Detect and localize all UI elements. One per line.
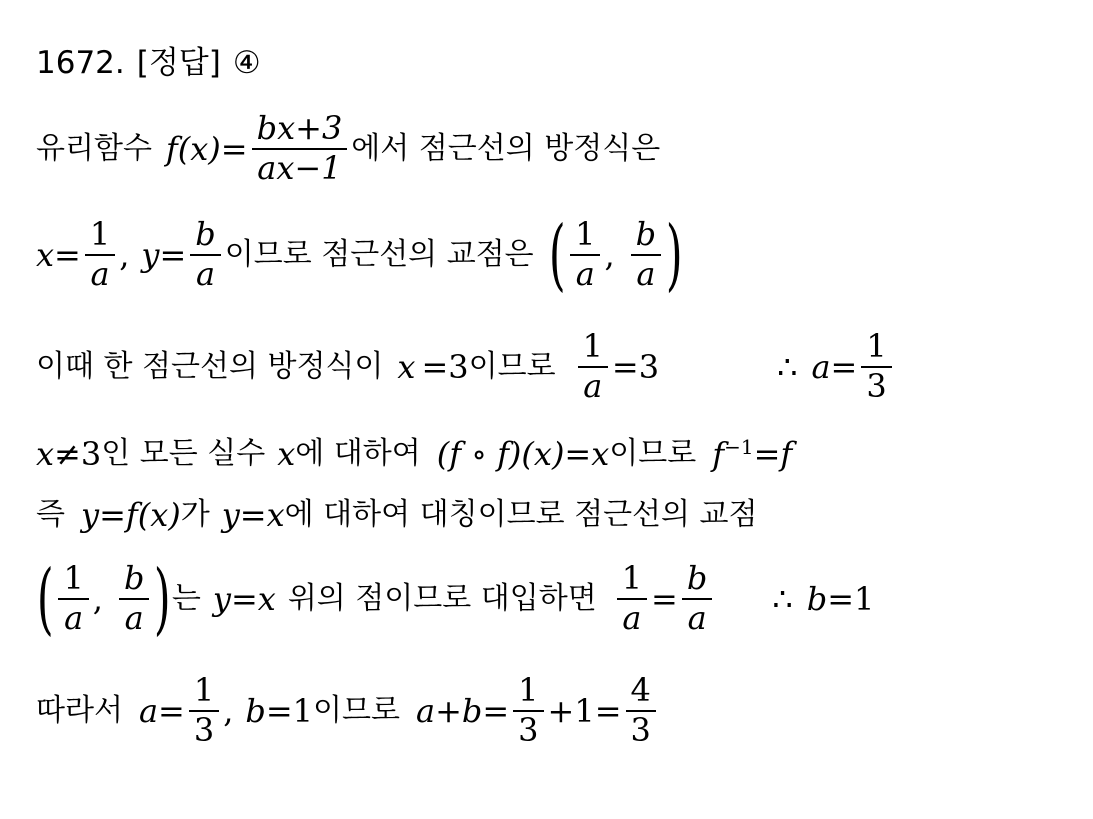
denominator: a <box>64 599 84 637</box>
right-paren: ) <box>665 210 683 300</box>
denominator: 3 <box>866 366 887 405</box>
var-y: y <box>212 580 231 618</box>
var-x: x <box>397 347 416 386</box>
denominator: 3 <box>518 710 539 749</box>
equals-sign: = <box>220 129 248 168</box>
denominator: a <box>124 599 144 637</box>
fraction <box>617 560 647 637</box>
inverse-exponent: −1 <box>724 435 754 459</box>
text: 이때 한 점근선의 방정식이 <box>36 348 384 384</box>
problem-number: 1672. <box>36 45 125 81</box>
number: 3 <box>80 434 102 473</box>
text: 위의 점이므로 대입하면 <box>287 581 597 616</box>
fraction <box>626 672 656 749</box>
var-x: x <box>277 434 296 473</box>
number: 1 <box>854 580 875 618</box>
left-paren: ( <box>36 554 54 644</box>
comma: , <box>223 691 234 730</box>
equals-sign: = <box>158 691 185 730</box>
composition: (f ∘ f)(x) <box>436 434 565 473</box>
numerator: b <box>635 215 657 254</box>
inverse-function <box>712 435 754 474</box>
function-fx: f(x) <box>165 129 221 168</box>
var-x: x <box>36 434 55 473</box>
solution-line-7 <box>36 672 1073 749</box>
var-x: x <box>266 496 285 534</box>
function-f: f <box>712 435 725 474</box>
equals-sign: = <box>753 434 781 473</box>
fraction <box>861 328 891 405</box>
fraction <box>85 216 115 293</box>
fraction <box>513 672 543 749</box>
text: 에서 점근선의 방정식은 <box>351 130 661 166</box>
text: 는 <box>171 581 201 616</box>
var-y: y <box>80 496 100 534</box>
denominator: 3 <box>630 710 651 749</box>
denominator: ax−1 <box>257 148 342 187</box>
equals-sign: = <box>421 347 449 386</box>
numerator: 1 <box>85 216 115 256</box>
denominator: a <box>575 255 595 293</box>
solution-line-5 <box>36 496 1073 534</box>
denominator: a <box>622 599 642 637</box>
text: 가 <box>180 497 210 532</box>
answer-choice: ④ <box>232 45 261 81</box>
numerator: 1 <box>513 672 543 712</box>
text: 이므로 <box>609 435 697 471</box>
text: 인 모든 실수 <box>101 435 266 471</box>
plus-one: +1 <box>547 691 595 730</box>
text: 이므로 <box>468 348 556 384</box>
solution-line-1 <box>36 110 1073 187</box>
var-a: a <box>811 347 831 386</box>
var-y: y <box>141 236 160 274</box>
equals-sign: = <box>230 580 258 618</box>
numerator: bx+3 <box>256 109 343 147</box>
var-x: x <box>36 236 55 274</box>
text: 에 대하여 대칭이므로 점근선의 교점 <box>284 497 758 532</box>
comma: , <box>119 236 130 274</box>
text: 이므로 <box>313 692 400 728</box>
equals-sign: = <box>611 347 639 386</box>
answer-label: [정답] <box>136 45 221 81</box>
numerator: 1 <box>578 328 608 368</box>
text: 에 대하여 <box>295 435 421 471</box>
therefore-sign: ∴ <box>772 580 793 618</box>
left-paren: ( <box>548 210 566 300</box>
equals-sign: = <box>159 236 187 274</box>
solution-line-4 <box>36 434 1073 474</box>
numerator: 1 <box>861 328 891 368</box>
var-x: x <box>591 434 610 473</box>
solution-line-2 <box>36 210 1073 300</box>
equals-sign: = <box>482 691 510 730</box>
number: 3 <box>638 347 660 386</box>
numerator: b <box>123 559 145 598</box>
numerator: 1 <box>58 560 88 600</box>
right-paren: ) <box>154 554 172 644</box>
solution-line-3 <box>36 328 1073 405</box>
fraction <box>189 672 219 749</box>
problem-header <box>36 45 1073 81</box>
var-x: x <box>257 580 276 618</box>
not-equal-sign: ≠ <box>54 434 81 473</box>
numerator: 1 <box>617 560 647 600</box>
text: 이므로 점근선의 교점은 <box>224 237 534 272</box>
fraction <box>578 328 608 405</box>
denominator: a <box>90 255 110 293</box>
fraction <box>190 216 220 293</box>
function-f: f <box>780 434 793 473</box>
fraction <box>58 560 88 637</box>
equals-sign: = <box>830 347 858 386</box>
equals-sign: = <box>54 236 81 274</box>
equals-sign: = <box>594 691 622 730</box>
expression-a-plus-b: a+b <box>415 691 483 730</box>
numerator: b <box>195 215 216 254</box>
fraction <box>631 216 661 293</box>
equals-sign: = <box>265 691 293 730</box>
function-fx: f(x) <box>125 496 181 534</box>
var-b: b <box>806 580 828 618</box>
comma: , <box>92 580 103 618</box>
fraction <box>252 110 348 187</box>
var-y: y <box>221 496 240 534</box>
solution-line-6 <box>36 554 1073 644</box>
text: 유리함수 <box>36 130 152 166</box>
comma: , <box>604 236 615 274</box>
fraction <box>682 560 712 637</box>
var-a: a <box>138 691 159 730</box>
fraction <box>570 216 600 293</box>
text: 즉 <box>36 497 65 532</box>
equals-sign: = <box>99 496 126 534</box>
denominator: a <box>636 255 656 293</box>
numerator: 1 <box>570 216 600 256</box>
number: 1 <box>292 691 314 730</box>
denominator: a <box>687 599 707 637</box>
therefore-sign: ∴ <box>777 347 798 386</box>
var-b: b <box>245 691 266 730</box>
equals-sign: = <box>564 434 592 473</box>
denominator: a <box>583 366 603 405</box>
equals-sign: = <box>239 496 267 534</box>
equals-sign: = <box>827 580 854 618</box>
fraction <box>119 560 149 637</box>
text: 따라서 <box>36 692 123 728</box>
numerator: 4 <box>626 672 656 712</box>
number: 3 <box>448 347 469 386</box>
equals-sign: = <box>651 580 678 618</box>
denominator: 3 <box>193 710 215 749</box>
denominator: a <box>195 255 216 293</box>
numerator: 1 <box>189 672 219 712</box>
numerator: b <box>686 559 708 598</box>
